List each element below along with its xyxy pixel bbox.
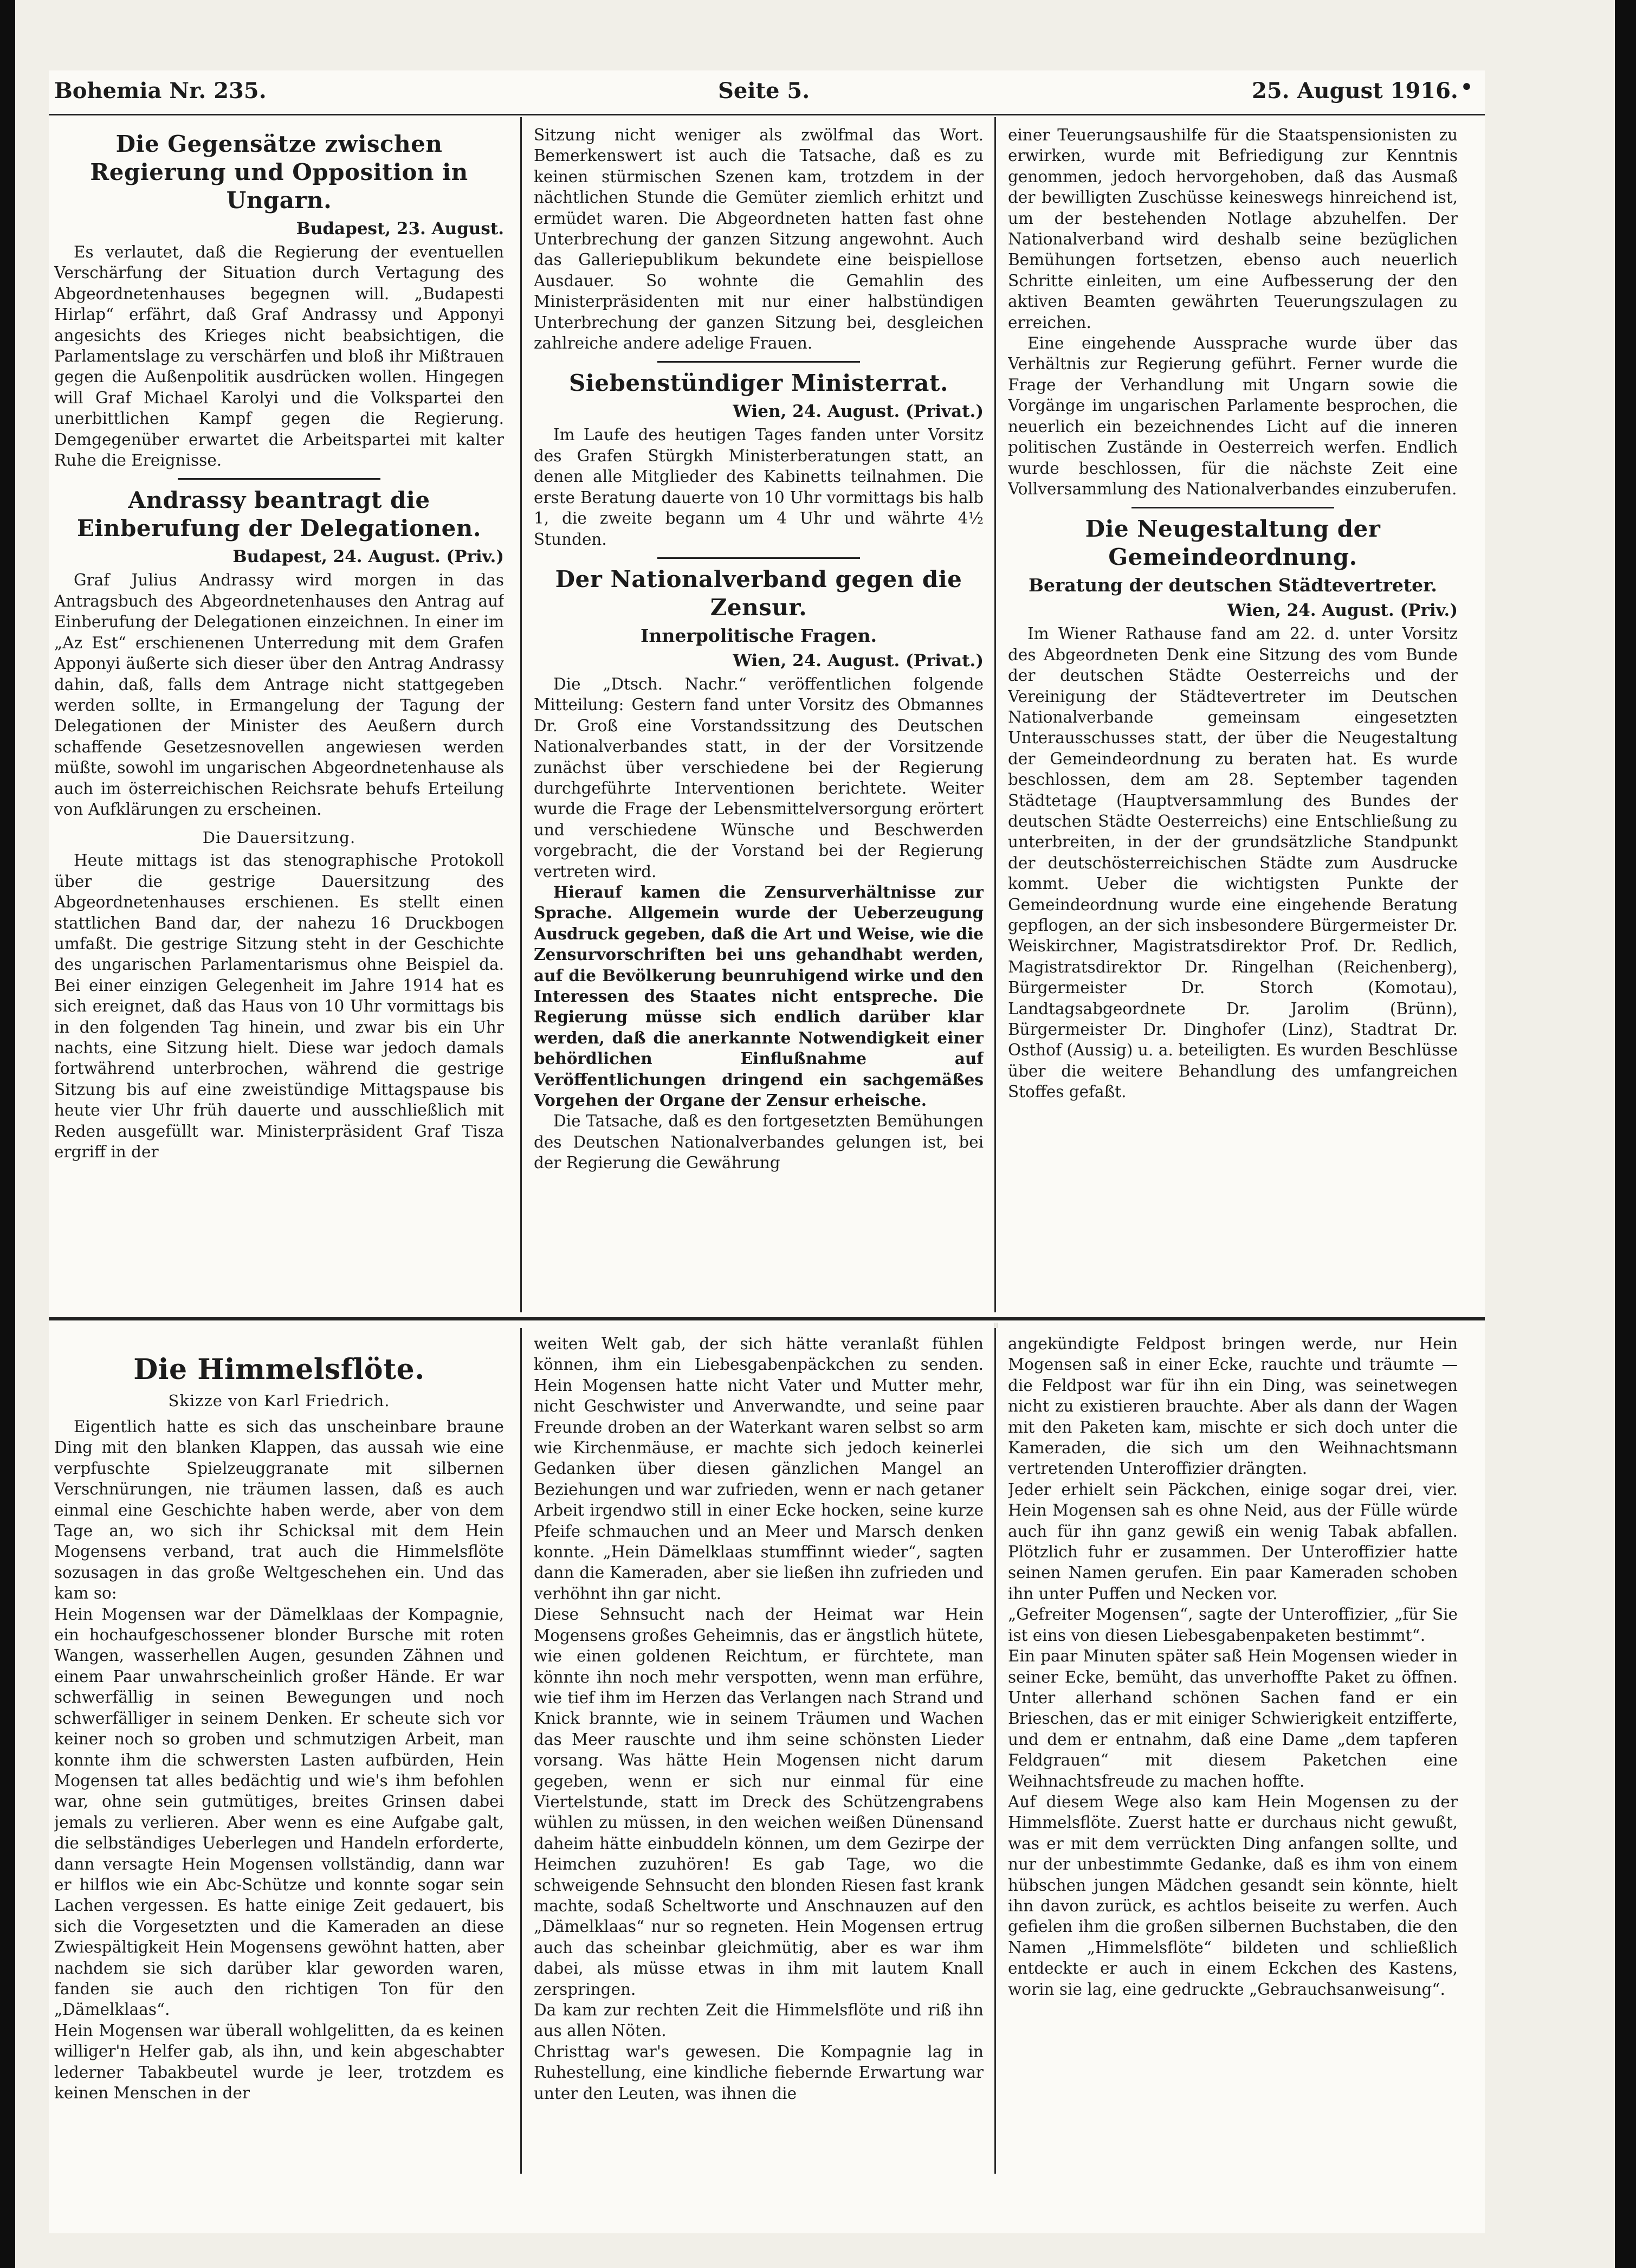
column-rule bbox=[994, 117, 996, 1312]
article-body-bold: Hierauf kamen die Zensurverhältnisse zur Sprache. Allgemein wurde der Ueberzeugung Ausdruck gegeben, daß die Art und Weise, wie die Zensurvorschriften bei uns gehandhabt werden, auf die Bevölkerung beunruhigend wirke und den Interessen des Staates nicht entspreche. Die Regierung müsse sich endlich darüber klar werden, daß die anerkannte Notwendigkeit einer behördlichen Einflußnahme auf Veröffentlichungen dringend ein sachgemäßes Vorgehen der Organe der Zensur erheische. bbox=[534, 882, 984, 1110]
column-3 bbox=[1008, 125, 1458, 1312]
header-bullet: • bbox=[1460, 76, 1473, 99]
header-page-number: Seite 5. bbox=[718, 78, 810, 104]
article-separator bbox=[178, 478, 380, 480]
dateline: Budapest, 24. August. (Priv.) bbox=[232, 547, 504, 567]
subtitle: Beratung der deutschen Städtevertreter. bbox=[1029, 575, 1437, 596]
article-body: Graf Julius Andrassy wird morgen in das Antragsbuch des Abgeordnetenhauses den Antrag auf Einberufung der Delegationen einzeichnen. In einer im „Az Est“ erschienenen Unterredung mit dem Grafen Apponyi äußerte sich dieser über den Antrag Andrassy dahin, daß, falls dem Antrage nicht stattgegeben werden sollte, in Ermangelung der Tagung der Delegationen der Minister des Aeußern durch schaffende Gesetzesnovellen angewiesen werden müßte, sowohl im ungarischen Abgeordnetenhause als auch im österreichischen Reichsrate behufs Erteilung von Aufklärungen zu erscheinen. bbox=[54, 571, 504, 819]
header-publication: Bohemia Nr. 235. bbox=[54, 78, 267, 104]
subheading: Die Dauersitzung. bbox=[202, 828, 356, 847]
article-body: Es verlautet, daß die Regierung der eventuellen Verschärfung der Situation durch Vertagung des Abgeordnetenhauses begegnen will. „Budapesti Hirlap“ erfährt, daß Graf Andrassy und Apponyi angesichts des Krieges nicht beabsichtigen, die Parlamentslage zu verschärfen und bloß ihr Mißtrauen gegen die Außenpolitik ausdrücken wollen. Hingegen will Graf Michael Karolyi und die Volkspartei den unerbittlichen Kampf gegen die Regierung. Demgegenüber erwartet die Arbeitspartei mit kalter Ruhe die Ereignisse. bbox=[54, 243, 504, 470]
article-body: Heute mittags ist das stenographische Protokoll über die gestrige Dauersitzung des Abgeordnetenhauses erschienen. Es stellt einen stattlichen Band dar, der nahezu 16 Druckbogen umfaßt. Die gestrige Sitzung steht in der Geschichte des ungarischen Parlamentarismus ohne Beispiel da. Bei einer einzigen Gelegenheit im Jahre 1914 hat es sich ereignet, daß das Haus von 10 Uhr vormittags bis in den folgenden Tag hinein, und zwar bis ein Uhr nachts, eine Sitzung hielt. Diese war jedoch damals fortwährend unterbrochen, während die gestrige Sitzung bis auf eine zweistündige Mittagspause bis heute vier Uhr früh dauerte und ausschließlich mit Reden ausgefüllt war. Ministerpräsident Graf Tisza ergriff in der bbox=[54, 851, 504, 1162]
headline-ministerrat: Siebenstündiger Ministerrat. bbox=[568, 370, 949, 397]
feuilleton-title: Die Himmelsflöte. bbox=[133, 1353, 425, 1386]
column-rule bbox=[520, 117, 522, 1312]
column-rule bbox=[994, 1328, 996, 2174]
feuilleton-text: Eigentlich hatte es sich das unscheinbare braune Ding mit den blanken Klappen, das aussah wie eine verpfuschte Spielzeuggranate mit silbernen Verschnürungen, nie träumen lassen, daß es auch einmal eine Geschichte haben werde, aber von dem Tage an, wo sich ihr Schicksal mit dem Hein Mogensens verband, trat auch die Himmelsflöte sozusagen in das große Weltgeschehen ein. Und das kam so: Hein Mogensen war der Dämelklaas der Kompagnie, ein hochaufgeschossener blonder Bursche mit roten Wangen, wasserhellen Augen, gesunden Zähnen und einem Paar unwahrscheinlich großer Hände. Er war schwerfällig in seinen Bewegungen und noch schwerfälliger in seinem Denken. Er scheute sich vor keiner noch so groben und schmutzigen Arbeit, man konnte ihm die schwersten Lasten aufbürden, Hein Mogensen tat alles bedächtig und wie's ihm befohlen war, ohne sein gutmütiges, breites Grinsen dabei jemals zu verlieren. Aber wenn es eine Aufgabe galt, die selbständiges Ueberlegen und Handeln erforderte, dann versagte Hein Mogensen vollständig, dann war er hilflos wie ein Abc-Schütze und konnte sogar sein Lachen vergessen. Es hatte einige Zeit gedauert, bis sich die Vorgesetzten und die Kameraden an diese Zwiespältigkeit Hein Mogensens gewöhnt hatten, aber nachdem sie sich darüber klar geworden waren, fanden sie auch den richtigen Ton für den „Dämelklaas“. Hein Mogensen war überall wohlgelitten, da es keinen williger'n Helfer gab, als ihn, und kein abgeschabter lederner Tabakbeutel wurde je leer, trotzdem es keinen Menschen in der bbox=[54, 1418, 504, 2102]
article-continuation: einer Teuerungsaushilfe für die Staatspensionisten zu erwirken, wurde mit Befriedigung zur Kenntnis genommen, jedoch hervorgehoben, daß das Ausmaß der bewilligten Zuschüsse keineswegs hinreichend ist, um der bestehenden Notlage abzuhelfen. Der Nationalverband wird deshalb seine bezüglichen Bemühungen fortsetzen, ebenso auch neuerlich Schritte einleiten, um eine Aufbesserung der den aktiven Beamten gewährten Teuerungszulagen zu erreichen. bbox=[1008, 126, 1458, 332]
page-fold bbox=[994, 1323, 998, 1328]
feuilleton-text: weiten Welt gab, der sich hätte veranlaßt fühlen können, ihm ein Liebesgabenpäckchen zu senden. Hein Mogensen hatte nicht Vater und Mutter mehr, nicht Geschwister und Anverwandte, und seine paar Freunde droben an der Waterkant waren selbst so arm wie Kirchenmäuse, er machte sich jedoch keinerlei Gedanken über diesen gänzlichen Mangel an Beziehungen und war zufrieden, wenn er nach getaner Arbeit irgendwo still in einer Ecke hocken, seine kurze Pfeife schmauchen und an Meer und Marsch denken konnte. „Hein Dämelklaas stumffinnt wieder“, sagten dann die Kameraden, aber sie ließen ihn zufrieden und verhöhnt ihn gar nicht. Diese Sehnsucht nach der Heimat war Hein Mogensens großes Geheimnis, das er ängstlich hütete, wie einen goldenen Reichtum, er fürchtete, man könnte ihn noch mehr verspotten, wenn man erführe, wie tief ihm im Herzen das Verlangen nach Strand und Knick brannte, wie in seinem Träumen und Wachen das Meer rauschte und ihm seine schönsten Lieder vorsang. Was hätte Hein Mogensen nicht darum gegeben, wenn er sich nur einmal für eine Viertelstunde, statt im Dreck des Schützengrabens wühlen zu müssen, in den weichen weißen Dünensand daheim hätte einbuddeln können, um dem Gezirpe der Heimchen zuzuhören! Es gab Tage, wo die schweigende Sehnsucht den blonden Riesen fast krank machte, sodaß Scheltworte und Anschnauzen auf den „Dämelklaas“ nur so regneten. Hein Mogensen ertrug auch das scheinbar gleichmütig, aber es war ihm dabei, als müsse etwas in ihm mit lautem Knall zerspringen. Da kam zur rechten Zeit die Himmelsflöte und riß ihn aus allen Nöten. Christtag war's gewesen. Die Kompagnie lag in Ruhestellung, eine kindliche fiebernde Erwartung war unter den Leuten, was ihnen die bbox=[534, 1335, 984, 2103]
headline-gemeindeordnung: Die Neugestaltung der Gemeindeordnung. bbox=[1085, 516, 1381, 571]
headline-zensur: Der Nationalverband gegen die Zensur. bbox=[555, 565, 962, 621]
article-separator bbox=[657, 557, 860, 559]
page-header bbox=[49, 70, 1485, 115]
feuilleton-column-1 bbox=[54, 1331, 504, 2198]
dateline: Budapest, 23. August. bbox=[296, 219, 504, 239]
article-body: Im Wiener Rathause fand am 22. d. unter Vorsitz des Abgeordneten Denk eine Sitzung des vom Bunde der deutschen Städte Oesterreichs und der Vereinigung der Städtevertreter im Deutschen Nationalverbande gemeinsam eingesetzten Unterausschusses statt, der über die Neugestaltung der Gemeindeordnung zu beraten hat. Es wurde beschlossen, dem am 28. September tagenden Städtetage (Hauptversammlung des Bundes der deutschen Städte Oesterreichs) eine Entschließung zu unterbreiten, in der der grundsätzliche Standpunkt der deutschösterreichischen Städte zum Ausdrucke kommt. Ueber die wichtigsten Punkte der Gemeindeordnung wurde eine eingehende Beratung gepflogen, an der sich insbesondere Bürgermeister Dr. Weiskirchner, Magistratsdirektor Prof. Dr. Redlich, Magistratsdirektor Dr. Ringelhan (Reichenberg), Bürgermeister Dr. Storch (Komotau), Landtagsabgeordnete Dr. Jarolim (Brünn), Bürgermeister Dr. Dinghofer (Linz), Stadtrat Dr. Osthof (Aussig) u. a. beteiligten. Es wurden Beschlüsse über die weitere Behandlung des umfangreichen Stoffes gefaßt. bbox=[1008, 624, 1458, 1101]
article-separator bbox=[657, 361, 860, 363]
headline-opposition: Die Gegensätze zwischen Regierung und Opposition in Ungarn. bbox=[90, 131, 468, 214]
article-body: Im Laufe des heutigen Tages fanden unter Vorsitz des Grafen Stürgkh Ministerberatungen statt, an denen alle Mitglieder des Kabinetts teilnahmen. Die erste Beratung dauerte von 10 Uhr vormittags bis halb 1, die zweite begann um 4 Uhr und währte 4½ Stunden. bbox=[534, 426, 984, 549]
subtitle: Innerpolitische Fragen. bbox=[640, 624, 877, 646]
article-body: Eine eingehende Aussprache wurde über das Verhältnis zur Regierung geführt. Ferner wurde die Frage der Verhandlung mit Ungarn sowie die Vorgänge im ungarischen Parlamente besprochen, die neuerlich ein bezeichnendes Licht auf die inneren politischen Zustände in Oesterreich werfen. Endlich wurde beschlossen, für die nächste Zeit eine Vollversammlung des Nationalverbandes einzuberufen. bbox=[1008, 334, 1458, 498]
scan-right-edge bbox=[1615, 0, 1636, 2268]
feuilleton-column-2 bbox=[534, 1333, 984, 2198]
article-body: Die „Dtsch. Nachr.“ veröffentlichen folgende Mitteilung: Gestern fand unter Vorsitz des Obmannes Dr. Groß eine Vorstandssitzung des Deutschen Nationalverbandes statt, in der der Vorsitzende zunächst über verschiedene bei der Regierung durchgeführte Interventionen berichtete. Weiter wurde die Frage der Lebensmittelversorgung erörtert und verschiedene Wünsche und Beschwerden vorgebracht, die der Vorstand bei der Regierung vertreten wird. bbox=[534, 674, 984, 881]
dateline: Wien, 24. August. (Priv.) bbox=[1227, 601, 1458, 621]
column-2 bbox=[534, 125, 984, 1312]
feuilleton-column-3 bbox=[1008, 1333, 1458, 2198]
headline-andrassy: Andrassy beantragt die Einberufung der Delegationen. bbox=[77, 487, 481, 542]
feuilleton-separator bbox=[49, 1317, 1485, 1320]
article-continuation: Sitzung nicht weniger als zwölfmal das Wort. Bemerkenswert ist auch die Tatsache, daß es zu keinen stürmischen Szenen kam, trotzdem in der nächtlichen Stunde die Gemüter ziemlich erhitzt und ermüdet waren. Die Abgeordneten hatten fast ohne Unterbrechung der ganzen Sitzung angewohnt. Auch das Galleriepublikum bekundete eine beispiellose Ausdauer. So wohnte die Gemahlin des Ministerpräsidenten mit nur einer halbstündigen Unterbrechung der ganzen Sitzung bei, desgleichen zahlreiche andere adelige Frauen. bbox=[534, 126, 984, 353]
newspaper-page bbox=[49, 70, 1485, 2233]
header-date: 25. August 1916. bbox=[1252, 78, 1458, 104]
dateline: Wien, 24. August. (Privat.) bbox=[733, 402, 984, 422]
article-separator bbox=[1131, 507, 1334, 508]
column-rule bbox=[520, 1328, 522, 2174]
feuilleton-byline: Skizze von Karl Friedrich. bbox=[168, 1391, 390, 1410]
column-1 bbox=[54, 125, 504, 1312]
feuilleton-text: angekündigte Feldpost bringen werde, nur Hein Mogensen saß in einer Ecke, rauchte und träumte — die Feldpost war für ihn ein Ding, was seinetwegen nicht zu existieren brauchte. Aber als dann der Wagen mit den Paketen kam, mischte er sich doch unter die Kameraden, die sich um den Weihnachtsmann vertretenden Unteroffizier drängten. Jeder erhielt sein Päckchen, einige sogar drei, vier. Hein Mogensen sah es ohne Neid, aus der Fülle würde auch für ihn ganz gewiß ein wenig Tabak abfallen. Plötzlich fuhr er zusammen. Der Unteroffizier hatte seinen Namen gerufen. Ein paar Kameraden schoben ihn unter Puffen und Necken vor. „Gefreiter Mogensen“, sagte der Unteroffizier, „für Sie ist eins von diesen Liebesgabenpaketen bestimmt“. Ein paar Minuten später saß Hein Mogensen wieder in seiner Ecke, bemüht, das unverhoffte Paket zu öffnen. Unter allerhand schönen Sachen fand er ein Brieschen, das er mit einiger Schwierigkeit entzifferte, und dem er entnahm, daß eine Dame „dem tapferen Feldgrauen“ mit diesem Paketchen eine Weihnachtsfreude zu machen hoffte. Auf diesem Wege also kam Hein Mogensen zu der Himmelsflöte. Zuerst hatte er durchaus nicht gewußt, was er mit dem verrückten Ding anfangen sollte, und nur der unbestimmte Gedanke, daß es ihm von einem hübschen jungen Mädchen gesandt sein könnte, hielt ihn davon zurück, es achtlos beiseite zu werfen. Auch gefielen ihm die großen silbernen Buchstaben, die den Namen „Himmelsflöte“ bildeten und schließlich entdeckte er auch in einem Eckchen des Kastens, worin sie lag, eine gedruckte „Gebrauchsanweisung“. bbox=[1008, 1335, 1458, 1999]
article-body: Die Tatsache, daß es den fortgesetzten Bemühungen des Deutschen Nationalverbandes gelungen ist, bei der Regierung die Gewährung bbox=[534, 1112, 984, 1172]
scan-left-edge bbox=[0, 0, 15, 2268]
dateline: Wien, 24. August. (Privat.) bbox=[733, 650, 984, 671]
